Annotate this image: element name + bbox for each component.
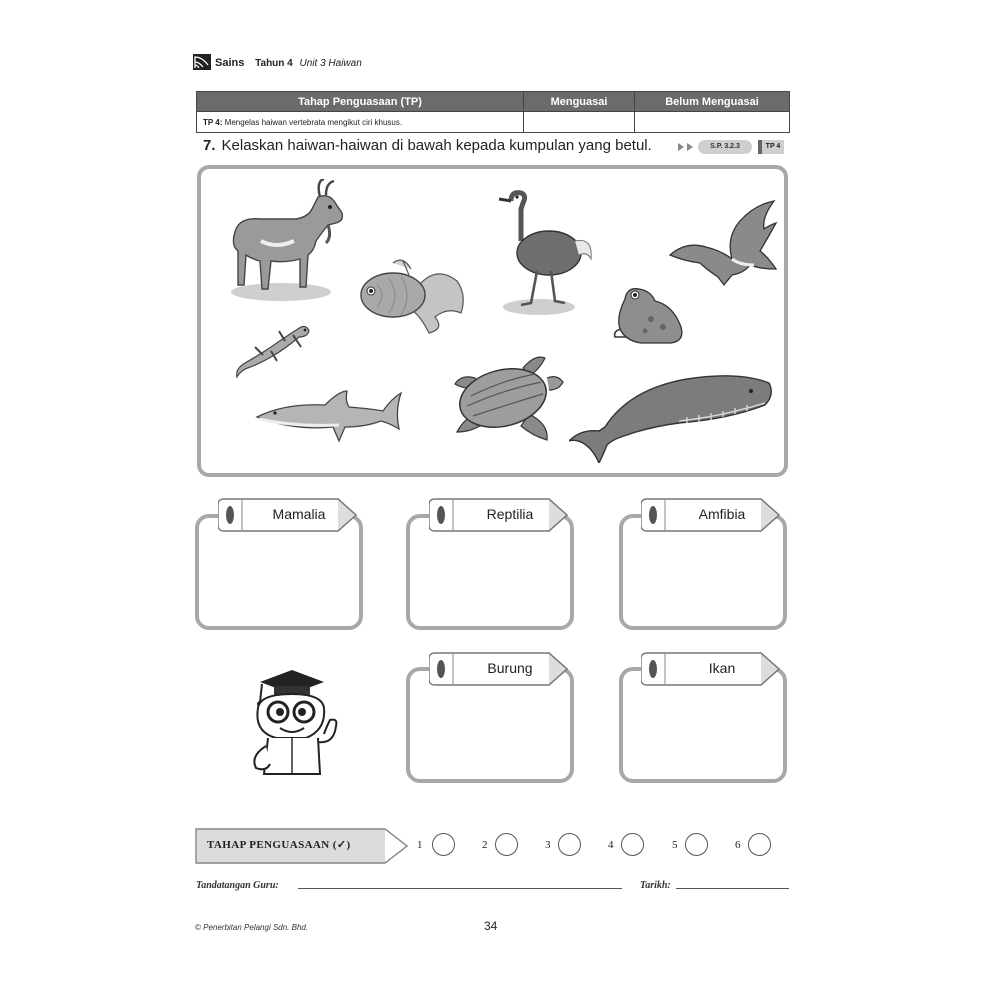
whale-icon[interactable] [569,365,775,463]
subject-label: Sains [215,57,245,69]
reptilia-pencil-tag [429,497,569,533]
shark-icon[interactable] [255,387,403,447]
level-number: 2 [482,839,488,851]
level-6-circle[interactable] [748,833,771,856]
unit-label: Unit 3 Haiwan [299,58,362,69]
ikan-label: Ikan [708,660,736,676]
animal-panel [197,165,788,477]
level-2-circle[interactable] [495,833,518,856]
book-logo-icon [193,54,211,70]
teacher-signature-line[interactable] [298,888,622,889]
burung-label: Burung [487,660,533,676]
mamalia-pencil-tag [218,497,358,533]
burung-pencil-tag [429,651,569,687]
tp-badge: TP 4 [758,140,784,154]
copyright-text: © Penerbitan Pelangi Sdn. Bhd. [195,923,309,932]
sp-code-pill: S.P. 3.2.3 [698,140,752,154]
level-number: 5 [672,839,678,851]
mamalia-label: Mamalia [272,506,326,522]
level-number: 1 [417,839,423,851]
tahap-penguasaan-label: TAHAP PENGUASAAN (✓) [207,839,351,851]
eagle-icon[interactable] [666,199,781,287]
level-3-circle[interactable] [558,833,581,856]
scholar-mascot-icon [240,668,350,780]
turtle-icon[interactable] [453,354,565,444]
goldfish-icon[interactable] [357,255,469,335]
tp-text: Mengelas haiwan vertebrata mengikut ciri khusus. [224,117,403,127]
tp-code: TP 4: [203,117,223,127]
reptilia-label: Reptilia [486,506,534,522]
tp-header: Tahap Penguasaan (TP) [197,92,524,112]
gecko-icon[interactable] [235,319,315,379]
question-number: 7. [203,137,216,154]
level-number: 6 [735,839,741,851]
level-number: 4 [608,839,614,851]
date-label: Tarikh: [640,880,671,891]
goat-icon[interactable] [216,179,346,304]
tp-table [196,91,790,133]
frog-icon[interactable] [611,279,689,347]
tp-row-description [197,112,524,133]
year-label: Tahun 4 [255,58,293,69]
question-text: Kelaskan haiwan-haiwan di bawah kepada kumpulan yang betul. [221,137,652,154]
amfibia-label: Amfibia [698,506,746,522]
menguasai-header: Menguasai [524,92,635,112]
amfibia-pencil-tag [641,497,781,533]
belum-menguasai-header: Belum Menguasai [635,92,790,112]
belum-menguasai-cell[interactable] [635,112,790,133]
page-number: 34 [484,919,498,933]
double-arrow-icon [677,142,697,152]
teacher-signature-label: Tandatangan Guru: [196,880,279,891]
level-1-circle[interactable] [432,833,455,856]
date-line[interactable] [676,888,789,889]
level-4-circle[interactable] [621,833,644,856]
level-5-circle[interactable] [685,833,708,856]
ikan-pencil-tag [641,651,781,687]
level-number: 3 [545,839,551,851]
menguasai-cell[interactable] [524,112,635,133]
question-line [203,137,652,154]
ostrich-icon[interactable] [491,187,601,322]
page-header [215,57,362,69]
